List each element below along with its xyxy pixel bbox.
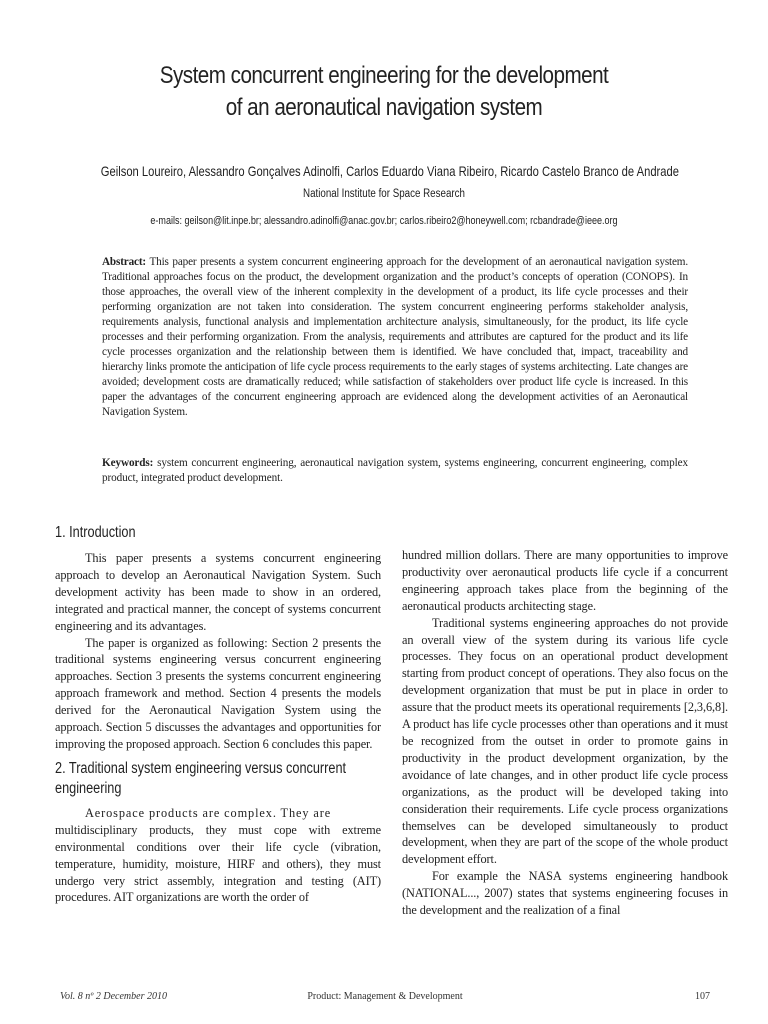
section-1-paragraph-1: This paper presents a systems concurrent engineering approach to develop an Aeronautical Navigation System. Such development activity has been made to show in an ordered, integrated and practical manner, the concept of systems concurrent engineering and its advantages. — [55, 551, 381, 633]
title-line-1: System concurrent engineering for the development — [159, 62, 609, 89]
abstract — [102, 255, 688, 420]
right-paragraph-3: For example the NASA systems engineering handbook (NATIONAL..., 2007) states that systems engineering focuses in the development and the realization of a final — [402, 869, 728, 918]
section-2-heading — [55, 759, 383, 799]
section-2-heading-line-1: 2. Traditional system engineering versus concurrent — [55, 759, 347, 777]
section-2-paragraph-1: multidisciplinary products, they must cope with extreme environmental conditions over their life cycle (vibration, temperature, humidity, moisture, HIRF and others), they must undergo very strict assembly, integration and testing (AIT) procedures. AIT organizations are worth the order of — [55, 822, 381, 905]
left-column — [55, 519, 381, 906]
author-emails: e-mails: geilson@lit.inpe.br; alessandro.adinolfi@anac.gov.br; carlos.ribeiro2@honeywell.com; rcbandrade@ieee.org — [150, 215, 618, 227]
right-paragraph-1: hundred million dollars. There are many opportunities to improve productivity over aeronautical products life cycle if a concurrent engineering approach takes place from the beginning of the aeronautical products architecting stage. — [402, 548, 728, 613]
right-column — [402, 547, 728, 919]
author-list: Geilson Loureiro, Alessandro Gonçalves Adinolfi, Carlos Eduardo Viana Ribeiro, Ricardo Castelo Branco de Andrade — [100, 163, 679, 179]
keywords-label: Keywords: — [102, 457, 154, 469]
keywords — [102, 456, 688, 486]
footer-page-number: 107 — [695, 991, 710, 1002]
keywords-text: system concurrent engineering, aeronautical navigation system, systems engineering, concurrent engineering, complex product, integrated product development. — [102, 457, 688, 484]
section-2-paragraph-1-lead: Aerospace products are complex. They are — [85, 805, 332, 820]
section-1-heading: 1. Introduction — [55, 524, 136, 541]
right-paragraph-2: Traditional systems engineering approaches do not provide an overall view of the system during its various life cycle processes. They focus on an operational product development starting from product concept of operations. They also focus on the development organization that must be put in place in order to assure that the product meets its operational requirements [2,3,6,8]. A product has life cycle processes other than operations and it must be recognized from the outset in order to promote gains in productivity in the product development organization, by the avoidance of late changes, and in other product life cycle process organizations, as the product will be developed taking into consideration their requirements. Life cycle process organizations themselves can be developed simultaneously to product development, when they are part of the scope of the whole product development effort. — [402, 615, 728, 867]
title-line-2: of an aeronautical navigation system — [225, 94, 543, 121]
footer-journal-name: Product: Management & Development — [307, 991, 463, 1002]
abstract-label: Abstract: — [102, 256, 147, 268]
section-2-heading-line-2: engineering — [55, 779, 122, 797]
paper-title — [105, 60, 662, 124]
section-1-paragraph-2: The paper is organized as following: Section 2 presents the traditional systems engineering versus concurrent engineering approaches. Section 3 presents the systems concurrent engineering approach framework and method. Section 4 presents the models derived for the Aeronautical Navigation System using the approach. Section 5 discusses the advantages and opportunities for improving the proposed approach. Section 6 concludes this paper. — [55, 635, 381, 751]
footer-volume: Vol. 8 nº 2 December 2010 — [60, 991, 167, 1002]
affiliation: National Institute for Space Research — [303, 188, 465, 200]
page-footer — [60, 991, 710, 1007]
abstract-text: This paper presents a system concurrent engineering approach for the development of an aeronautical navigation system. Traditional approaches focus on the product, the development organization and the product’s concepts of operation (CONOPS). In those approaches, the overall view of the inherent complexity in the development of a product, its life cycle processes and their performing organization are not taken into consideration. The system concurrent engineering performs stakeholder analysis, requirements analysis, functional analysis and implementation architecture analysis, simultaneously, for the product, its life cycle processes and their performing organization. From the analysis, requirements and attributes are captured for the product and its life cycle processes organization and the relationship between them is identified. We have concluded that, impact, traceability and hierarchy links promote the anticipation of life cycle process requirements to the early stages of systems architecting. Late changes are avoided; development costs are dramatically reduced; while satisfaction of stakeholders over product life cycle is increased. In this paper the advantages of the concurrent engineering approach are evidenced along the development activities of an Aeronautical Navigation System. — [102, 256, 688, 418]
